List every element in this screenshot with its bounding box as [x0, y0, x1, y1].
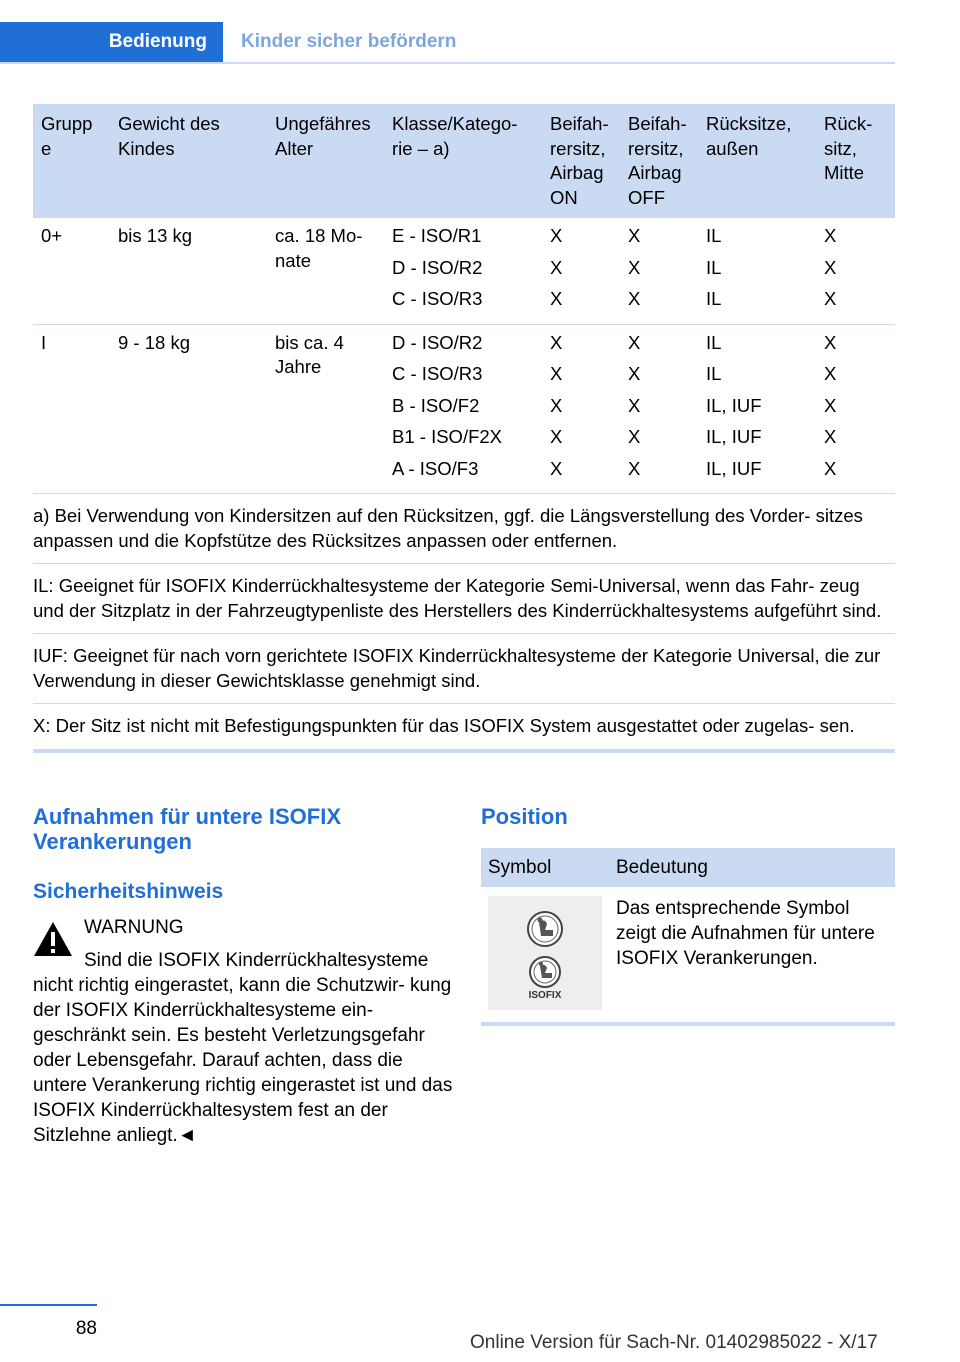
cell-value: IL: [706, 363, 722, 384]
cell-airbag-off: [620, 218, 698, 324]
table-row: [481, 887, 895, 1024]
warning-label: WARNUNG: [84, 917, 184, 938]
cell-value: B1 - ISO/F2X: [392, 426, 503, 447]
position-title: Position: [481, 804, 568, 829]
cell-value: X: [628, 426, 641, 447]
cell-value: X: [550, 256, 563, 278]
table-row: [33, 218, 895, 324]
isofix-table: [33, 104, 895, 753]
cell-value: X: [550, 331, 563, 353]
cell-value: IL, IUF: [706, 457, 762, 479]
tab-bedienung[interactable]: Bedienung: [0, 22, 223, 62]
cell-value: X: [628, 394, 641, 416]
cell-value: C - ISO/R3: [392, 288, 483, 309]
col-header-class: Klasse/Katego- rie – a): [384, 104, 542, 218]
cell-value: B - ISO/F2: [392, 394, 480, 416]
cell-value: X: [550, 426, 563, 447]
section-title: Aufnahmen für untere ISOFIX Verankerungen: [33, 804, 342, 854]
cell-airbag-on: [542, 324, 620, 494]
cell-value: X: [824, 394, 837, 416]
col-header-airbag-on: Beifah- rersitz, Airbag ON: [542, 104, 620, 218]
warning-text: Sind die ISOFIX Kinderrückhaltesysteme nicht richtig eingerastet, kann die Schutzwir- kung der ISOFIX Kinderrückhaltesysteme ein- geschränkt sein. Es besteht Verletzungsgefahr oder Lebensgefahr. Darauf achten, dass die untere Verankerung richtig eingerastet ist und das ISOFIX Kinderrückhaltesystem fest an der Sitzlehne anliegt.◄: [33, 950, 453, 1146]
cell-value: X: [628, 225, 641, 246]
cell-value: D - ISO/R2: [392, 331, 483, 353]
table-note-row: [33, 704, 895, 751]
header-tabbar: [0, 22, 895, 64]
col-header-symbol: Symbol: [481, 848, 609, 887]
table-note-row: [33, 494, 895, 564]
cell-value: IL, IUF: [706, 394, 762, 416]
table-note-row: [33, 634, 895, 704]
cell-value: IL: [706, 331, 722, 353]
cell-airbag-off: [620, 324, 698, 494]
page-number: 88: [75, 1318, 97, 1339]
cell-value: E - ISO/R1: [392, 225, 482, 246]
symbol-table: [481, 848, 895, 1026]
cell-value: X: [824, 457, 837, 479]
cell-value: IL: [706, 256, 722, 278]
cell-value: X: [824, 331, 837, 353]
cell-value: X: [550, 457, 563, 479]
note-footnote-a: a) Bei Verwendung von Kindersitzen auf den Rücksitzen, ggf. die Längsverstellung des Vorder- sitzes anpassen und die Kopfstütze des Rücksitzes anpassen oder entfernen.: [33, 494, 895, 564]
cell-value: X: [824, 426, 837, 447]
cell-value: X: [824, 288, 837, 309]
cell-rear-outer: [698, 218, 816, 324]
cell-rear-middle: [816, 324, 895, 494]
table-header-row: [481, 848, 895, 887]
note-iuf: IUF: Geeignet für nach vorn gerichtete ISOFIX Kinderrückhaltesysteme der Kategorie Universal, die zur Verwendung in dieser Gewichtsklasse genehmigt sind.: [33, 634, 895, 704]
cell-airbag-on: [542, 218, 620, 324]
cell-group: 0+: [33, 218, 110, 324]
tab-kinder-sicher-befoerdern[interactable]: Kinder sicher befördern: [241, 31, 457, 52]
cell-rear-outer: [698, 324, 816, 494]
cell-value: X: [550, 288, 563, 309]
cell-value: X: [824, 363, 837, 384]
col-header-meaning: Bedeutung: [609, 848, 895, 887]
col-header-airbag-off: Beifah- rersitz, Airbag OFF: [620, 104, 698, 218]
cell-meaning: Das entsprechende Symbol zeigt die Aufnahmen für untere ISOFIX Verankerungen.: [609, 887, 895, 1024]
footer-text: Online Version für Sach-Nr. 01402985022 - X/17: [470, 1332, 878, 1353]
cell-weight: 9 - 18 kg: [110, 324, 267, 494]
cell-value: IL: [706, 225, 722, 246]
cell-weight: bis 13 kg: [110, 218, 267, 324]
col-header-group: Grupp e: [33, 104, 110, 218]
cell-classes: [384, 324, 542, 494]
isofix-label: ISOFIX: [528, 990, 562, 1001]
cell-value: A - ISO/F3: [392, 457, 479, 479]
cell-value: X: [550, 363, 563, 384]
cell-rear-middle: [816, 218, 895, 324]
col-header-weight: Gewicht des Kindes: [110, 104, 267, 218]
cell-age: ca. 18 Mo- nate: [267, 218, 384, 324]
col-header-rear-middle: Rück- sitz, Mitte: [816, 104, 895, 218]
cell-value: IL, IUF: [706, 426, 762, 447]
cell-symbol: [481, 887, 609, 1024]
cell-value: X: [628, 331, 641, 353]
cell-value: X: [628, 457, 641, 479]
cell-value: X: [550, 225, 563, 246]
note-x: X: Der Sitz ist nicht mit Befestigungspunkten für das ISOFIX System ausgestattet oder zugelas- sen.: [33, 704, 895, 751]
table-header-row: [33, 104, 895, 218]
cell-value: X: [550, 394, 563, 416]
note-il: IL: Geeignet für ISOFIX Kinderrückhaltesysteme der Kategorie Semi-Universal, wenn das Fahr- zeug und der Sitzplatz in der Fahrzeugtypenliste des Herstellers des Kinderrückhaltesystems aufgeführt sind.: [33, 564, 895, 634]
cell-value: C - ISO/R3: [392, 363, 483, 384]
cell-value: X: [628, 256, 641, 278]
cell-value: D - ISO/R2: [392, 256, 483, 278]
footer-rule: [0, 1304, 97, 1306]
cell-value: X: [824, 225, 837, 246]
cell-value: X: [628, 363, 641, 384]
subsection-title: Sicherheitshinweis: [33, 880, 224, 903]
table-row: [33, 324, 895, 494]
cell-value: IL: [706, 288, 722, 309]
cell-classes: [384, 218, 542, 324]
cell-age: bis ca. 4 Jahre: [267, 324, 384, 494]
cell-value: X: [628, 288, 641, 309]
isofix-symbol-box: [488, 896, 602, 1010]
table-note-row: [33, 564, 895, 634]
cell-group: I: [33, 324, 110, 494]
cell-value: X: [824, 256, 837, 278]
col-header-rear-outer: Rücksitze, außen: [698, 104, 816, 218]
col-header-age: Ungefähres Alter: [267, 104, 384, 218]
